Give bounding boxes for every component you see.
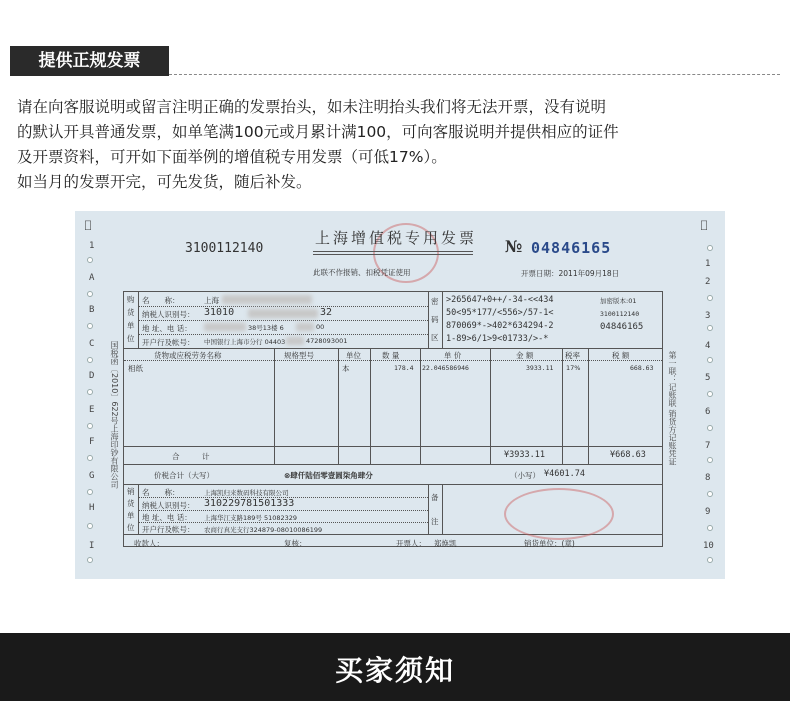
cipher-line: 1-89>6/1>9<01733/>-* (446, 334, 549, 344)
item-qty: 178.4 (394, 364, 414, 372)
section-tab-title: 提供正规发票 (10, 46, 169, 76)
seller-name: 上海凯归来数码科技有限公司 (204, 489, 289, 497)
item-unit: 本 (342, 364, 350, 373)
total-amount: ¥3933.11 (504, 450, 545, 460)
invoice-subtitle: 此联不作报销、扣税凭证使用 (313, 268, 411, 277)
invoice-sample-image (75, 211, 725, 579)
cipher-line: >265647+0++/-34-<<434 (446, 295, 554, 305)
banner-title: 买家须知 (334, 654, 455, 687)
notice-paragraph (17, 95, 777, 195)
printer-vertical-text: 国税函〔2010〕622号上海印钞有限公司 (110, 341, 119, 489)
item-tax: 668.63 (630, 364, 654, 372)
notice-line: 如当月的发票开完，可先发货，随后补发。 (17, 173, 312, 191)
seller-invoice-seal (504, 488, 614, 540)
buyer-tax-id: 31010 (204, 307, 235, 318)
invoice-right-perforation: ⎕ 1 2 3 4 5 6 7 8 9 10 (695, 211, 725, 579)
item-name: 相纸 (128, 364, 143, 373)
section-divider (169, 74, 780, 75)
seller-tax-id: 310229781501333 (204, 498, 295, 509)
invoice-title: 上海增值税专用发票 (315, 229, 478, 247)
invoice-grid: 购 货 单 位 名 称： 上海 纳税人识别号： 31010 32 地 址、电 话： 38号13楼 6 00 开户行及帐号： 中国银行上海市分行 04403 4728093001 密 码 区 >265647+0++/-34-<<434 50<95*177/<556>/57-1< 870069*->402*634294-2 1-89>6/1>9<01733/>-* 加密版本:01 3100112140 04846165 货物或应税劳务名称 规格型号 单位 数 量 单 价 金 额 税率 税 额 相纸 本 178.4 22.046586946 3933.11 17% 668.63 合 计 ¥3933.11 ¥668.63 价税合计（大写） ⊗肆仟陆佰零壹圆柒角肆分 （小写） ¥4601.74 销 货 单 位 名 称： 上海凯归来数码科技有限公司 纳税人识别号： 310229781501333 地 址、电 话： 上海华江支路189号 51082329 开户行及帐号： 农商行真光支行324879-08010086199 备 注 收款人： 复核： 开票人： 郑焕凯 销货单位：(章) (123, 291, 663, 547)
total-tax: ¥668.63 (610, 450, 646, 460)
invoice-date: 开票日期：2011年09月18日 (521, 269, 620, 278)
notice-line: 及开票资料，可开如下面举例的增值税专用发票（可低17%）。 (17, 148, 447, 166)
notice-line: 请在向客服说明或留言注明正确的发票抬头，如未注明抬头我们将无法开票，没有说明 (17, 98, 607, 116)
copy-type-vertical: 第一联：记账联 销货方记账凭证 (668, 351, 677, 466)
invoice-number: 04846165 (531, 239, 612, 257)
drawer-name: 郑焕凯 (434, 539, 457, 548)
item-rate: 17% (566, 364, 581, 372)
item-price: 22.046586946 (422, 364, 469, 372)
invoice-number-symbol: № (505, 237, 523, 256)
cipher-line: 50<95*177/<556>/57-1< (446, 308, 554, 318)
notice-line: 的默认开具普通发票，如单笔满100元或月累计满100，可向客服说明并提供相应的证件 (17, 123, 619, 141)
invoice-left-perforation: ⎕ 1 A B C D E F G H I (75, 211, 105, 579)
cipher-line: 870069*->402*634294-2 (446, 321, 554, 331)
item-amount: 3933.11 (526, 364, 554, 372)
buyer-notice-banner (0, 633, 790, 701)
section-header (10, 46, 780, 76)
invoice-code: 3100112140 (185, 241, 264, 256)
sum-small: ¥4601.74 (544, 469, 585, 479)
sum-in-words: ⊗肆仟陆佰零壹圆柒角肆分 (284, 471, 373, 480)
